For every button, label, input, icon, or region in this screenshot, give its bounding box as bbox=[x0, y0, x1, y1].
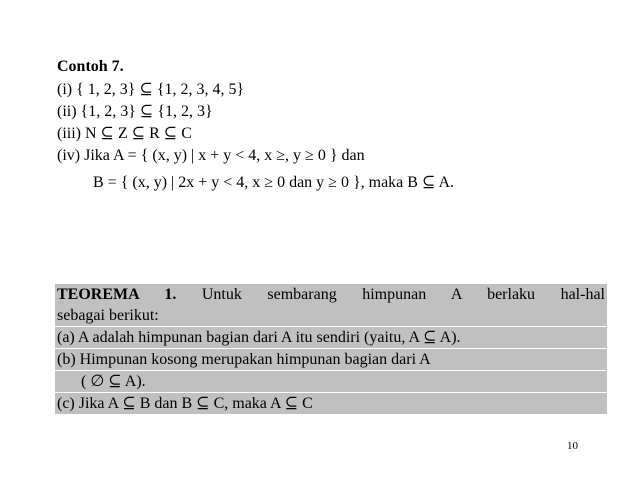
example-line-i: (i) { 1, 2, 3} ⊆ {1, 2, 3, 4, 5} bbox=[57, 81, 245, 98]
example-title: Contoh 7. bbox=[57, 58, 124, 75]
page-number: 10 bbox=[567, 440, 578, 452]
theorem-heading: TEOREMA 1. bbox=[57, 286, 177, 303]
example-line-iv-continued: B = { (x, y) | 2x + y < 4, x ≥ 0 dan y ≥ 0 }, maka B ⊆ A. bbox=[93, 174, 455, 191]
theorem-intro-text: Untuk sembarang himpunan A berlaku hal-hal bbox=[176, 286, 605, 303]
theorem-item-b-continued: ( ∅ ⊆ A). bbox=[55, 371, 607, 393]
theorem-item-a: (a) A adalah himpunan bagian dari A itu sendiri (yaitu, A ⊆ A). bbox=[55, 327, 607, 349]
theorem-item-b: (b) Himpunan kosong merupakan himpunan bagian dari A bbox=[55, 349, 607, 371]
theorem-intro bbox=[55, 284, 607, 305]
theorem-item-c: (c) Jika A ⊆ B dan B ⊆ C, maka A ⊆ C bbox=[55, 393, 607, 415]
example-line-ii: (ii) {1, 2, 3} ⊆ {1, 2, 3} bbox=[57, 103, 213, 120]
example-line-iii: (iii) N ⊆ Z ⊆ R ⊆ C bbox=[57, 125, 192, 142]
theorem-intro-continued: sebagai berikut: bbox=[55, 305, 607, 327]
theorem-box bbox=[55, 284, 607, 415]
example-block bbox=[57, 56, 617, 194]
example-line-iv: (iv) Jika A = { (x, y) | x + y < 4, x ≥, y ≥ 0 } dan bbox=[57, 147, 365, 164]
